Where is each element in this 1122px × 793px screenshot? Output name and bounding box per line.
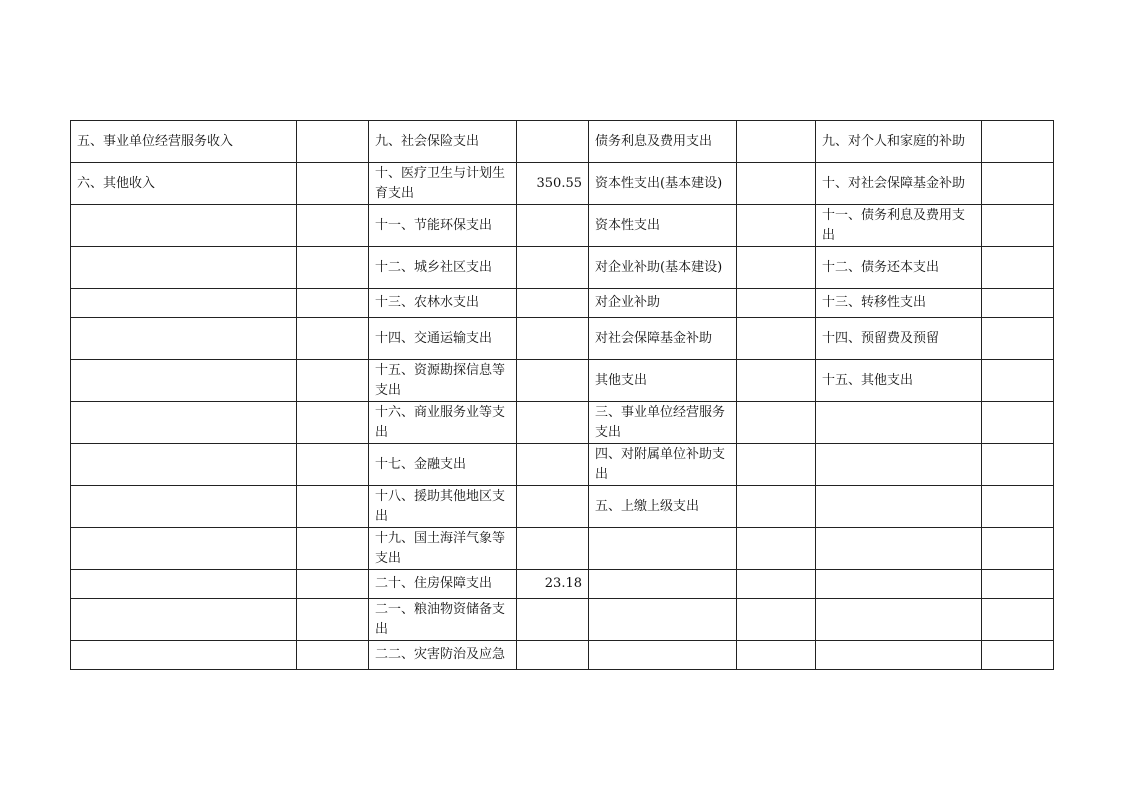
government-expense-item: 九、对个人和家庭的补助 (816, 121, 982, 163)
income-item (71, 528, 297, 570)
economic-expense-item: 三、事业单位经营服务支出 (589, 402, 737, 444)
government-expense-amount (982, 289, 1054, 318)
function-expense-amount: 350.55 (517, 163, 589, 205)
government-expense-item: 十五、其他支出 (816, 360, 982, 402)
economic-expense-item: 资本性支出 (589, 205, 737, 247)
function-expense-item: 十七、金融支出 (369, 444, 517, 486)
government-expense-amount (982, 163, 1054, 205)
function-expense-item: 十六、商业服务业等支出 (369, 402, 517, 444)
government-expense-amount (982, 486, 1054, 528)
government-expense-item (816, 599, 982, 641)
table-row (71, 641, 1054, 670)
government-expense-amount (982, 641, 1054, 670)
economic-expense-item (589, 599, 737, 641)
table-row (71, 318, 1054, 360)
table-row (71, 528, 1054, 570)
government-expense-item (816, 486, 982, 528)
economic-expense-item: 资本性支出(基本建设) (589, 163, 737, 205)
function-expense-amount (517, 599, 589, 641)
function-expense-item: 二十、住房保障支出 (369, 570, 517, 599)
economic-expense-item (589, 528, 737, 570)
income-item (71, 247, 297, 289)
government-expense-item: 十、对社会保障基金补助 (816, 163, 982, 205)
table-row (71, 247, 1054, 289)
table-row (71, 570, 1054, 599)
table-row (71, 289, 1054, 318)
economic-expense-amount (737, 289, 816, 318)
economic-expense-item: 其他支出 (589, 360, 737, 402)
function-expense-item: 十二、城乡社区支出 (369, 247, 517, 289)
income-amount (297, 599, 369, 641)
function-expense-item: 十八、援助其他地区支出 (369, 486, 517, 528)
government-expense-amount (982, 528, 1054, 570)
government-expense-amount (982, 247, 1054, 289)
government-expense-amount (982, 402, 1054, 444)
income-item (71, 486, 297, 528)
function-expense-item: 十四、交通运输支出 (369, 318, 517, 360)
economic-expense-amount (737, 205, 816, 247)
function-expense-item: 二一、粮油物资储备支出 (369, 599, 517, 641)
economic-expense-amount (737, 486, 816, 528)
economic-expense-amount (737, 247, 816, 289)
income-item (71, 444, 297, 486)
economic-expense-amount (737, 163, 816, 205)
table-row (71, 360, 1054, 402)
income-amount (297, 528, 369, 570)
income-item (71, 360, 297, 402)
government-expense-item (816, 444, 982, 486)
economic-expense-item: 四、对附属单位补助支出 (589, 444, 737, 486)
income-item (71, 402, 297, 444)
income-item (71, 205, 297, 247)
government-expense-amount (982, 121, 1054, 163)
government-expense-item: 十三、转移性支出 (816, 289, 982, 318)
function-expense-amount (517, 360, 589, 402)
function-expense-item: 十五、资源勘探信息等支出 (369, 360, 517, 402)
function-expense-amount (517, 402, 589, 444)
government-expense-amount (982, 444, 1054, 486)
income-amount (297, 570, 369, 599)
economic-expense-item: 五、上缴上级支出 (589, 486, 737, 528)
economic-expense-item: 对社会保障基金补助 (589, 318, 737, 360)
income-item (71, 289, 297, 318)
income-item (71, 570, 297, 599)
table-row (71, 599, 1054, 641)
government-expense-amount (982, 360, 1054, 402)
function-expense-amount (517, 444, 589, 486)
government-expense-amount (982, 318, 1054, 360)
function-expense-amount (517, 528, 589, 570)
economic-expense-amount (737, 318, 816, 360)
table-row (71, 444, 1054, 486)
income-amount (297, 121, 369, 163)
function-expense-item: 九、社会保险支出 (369, 121, 517, 163)
government-expense-item: 十二、债务还本支出 (816, 247, 982, 289)
government-expense-amount (982, 570, 1054, 599)
function-expense-item: 十三、农林水支出 (369, 289, 517, 318)
income-amount (297, 360, 369, 402)
government-expense-item: 十一、债务利息及费用支出 (816, 205, 982, 247)
government-expense-item (816, 570, 982, 599)
table-row (71, 402, 1054, 444)
table-row (71, 121, 1054, 163)
function-expense-amount (517, 247, 589, 289)
function-expense-amount (517, 121, 589, 163)
function-expense-amount: 23.18 (517, 570, 589, 599)
economic-expense-amount (737, 570, 816, 599)
economic-expense-item: 对企业补助 (589, 289, 737, 318)
table-row (71, 486, 1054, 528)
economic-expense-amount (737, 641, 816, 670)
budget-table (70, 120, 1054, 670)
function-expense-amount (517, 205, 589, 247)
income-item: 六、其他收入 (71, 163, 297, 205)
function-expense-amount (517, 486, 589, 528)
income-amount (297, 247, 369, 289)
economic-expense-amount (737, 360, 816, 402)
income-item (71, 318, 297, 360)
government-expense-amount (982, 205, 1054, 247)
economic-expense-item (589, 641, 737, 670)
income-amount (297, 163, 369, 205)
economic-expense-amount (737, 121, 816, 163)
income-amount (297, 486, 369, 528)
function-expense-amount (517, 641, 589, 670)
government-expense-item (816, 528, 982, 570)
function-expense-amount (517, 289, 589, 318)
table-row (71, 163, 1054, 205)
economic-expense-item: 对企业补助(基本建设) (589, 247, 737, 289)
income-amount (297, 289, 369, 318)
function-expense-item: 十九、国土海洋气象等支出 (369, 528, 517, 570)
government-expense-item (816, 402, 982, 444)
income-amount (297, 641, 369, 670)
income-item (71, 599, 297, 641)
income-amount (297, 444, 369, 486)
government-expense-amount (982, 599, 1054, 641)
economic-expense-item: 债务利息及费用支出 (589, 121, 737, 163)
income-item (71, 641, 297, 670)
income-amount (297, 318, 369, 360)
income-amount (297, 402, 369, 444)
function-expense-item: 十一、节能环保支出 (369, 205, 517, 247)
government-expense-item (816, 641, 982, 670)
economic-expense-amount (737, 599, 816, 641)
function-expense-amount (517, 318, 589, 360)
function-expense-item: 十、医疗卫生与计划生育支出 (369, 163, 517, 205)
economic-expense-amount (737, 402, 816, 444)
income-amount (297, 205, 369, 247)
table-row (71, 205, 1054, 247)
economic-expense-item (589, 570, 737, 599)
economic-expense-amount (737, 528, 816, 570)
income-item: 五、事业单位经营服务收入 (71, 121, 297, 163)
function-expense-item: 二二、灾害防治及应急 (369, 641, 517, 670)
government-expense-item: 十四、预留费及预留 (816, 318, 982, 360)
economic-expense-amount (737, 444, 816, 486)
